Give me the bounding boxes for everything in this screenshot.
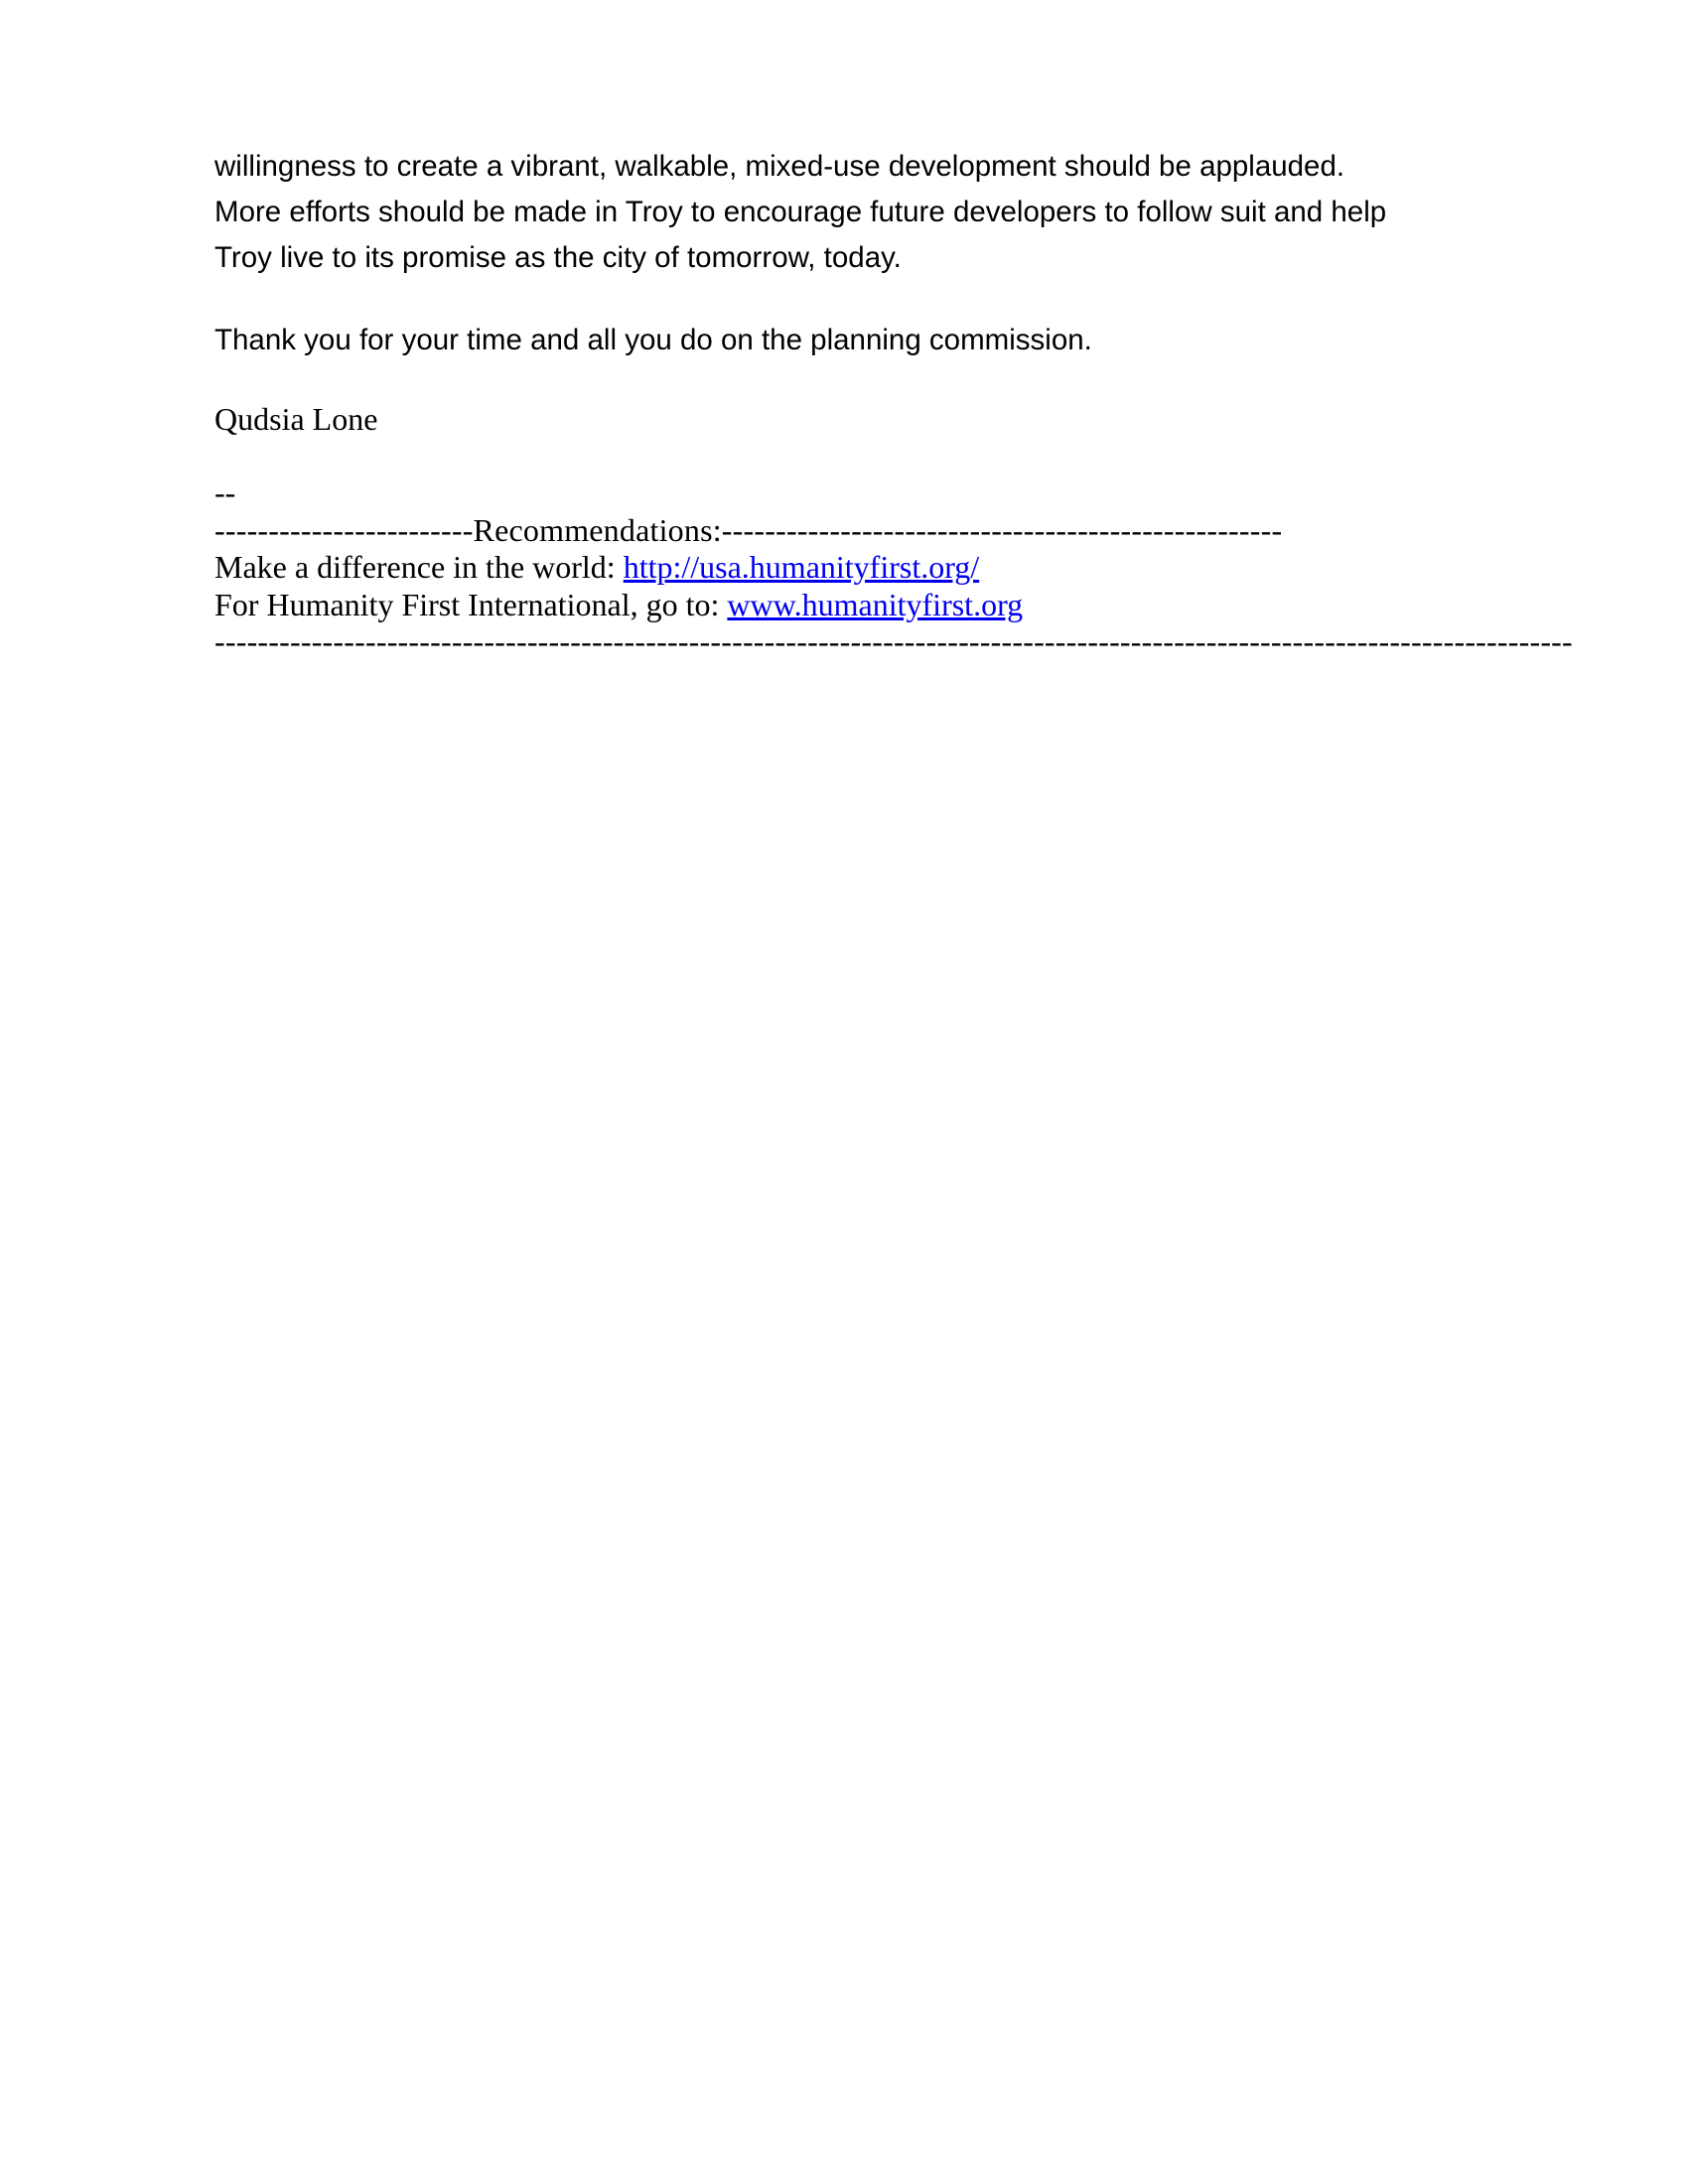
footer-line-usa-label: Make a difference in the world: [214, 549, 624, 585]
footer-bottom-rule: ------------------------------------------------------------------------------------------------------------------------------ [214, 623, 1573, 659]
email-footer [214, 475, 1573, 661]
recommendations-heading: ------------------------Recommendations:---------------------------------------------------- [214, 511, 1283, 548]
closing-line: Thank you for your time and all you do on the planning commission. [214, 324, 1092, 356]
usa-humanityfirst-link[interactable]: http://usa.humanityfirst.org/ [623, 549, 980, 585]
letter-paragraph [214, 144, 1505, 281]
paragraph-line-1: willingness to create a vibrant, walkable, mixed-use development should be applauded. [214, 150, 1345, 183]
signature-name: Qudsia Lone [214, 401, 378, 437]
paragraph-line-2: More efforts should be made in Troy to encourage future developers to follow suit and help [214, 196, 1387, 228]
footer-separator: -- [214, 475, 236, 510]
footer-line-international [214, 587, 1573, 624]
footer-line-usa [214, 549, 1573, 587]
humanityfirst-link[interactable]: www.humanityfirst.org [727, 586, 1024, 622]
footer-line-international-label: For Humanity First International, go to: [214, 586, 728, 622]
paragraph-line-3: Troy live to its promise as the city of tomorrow, today. [214, 241, 902, 274]
